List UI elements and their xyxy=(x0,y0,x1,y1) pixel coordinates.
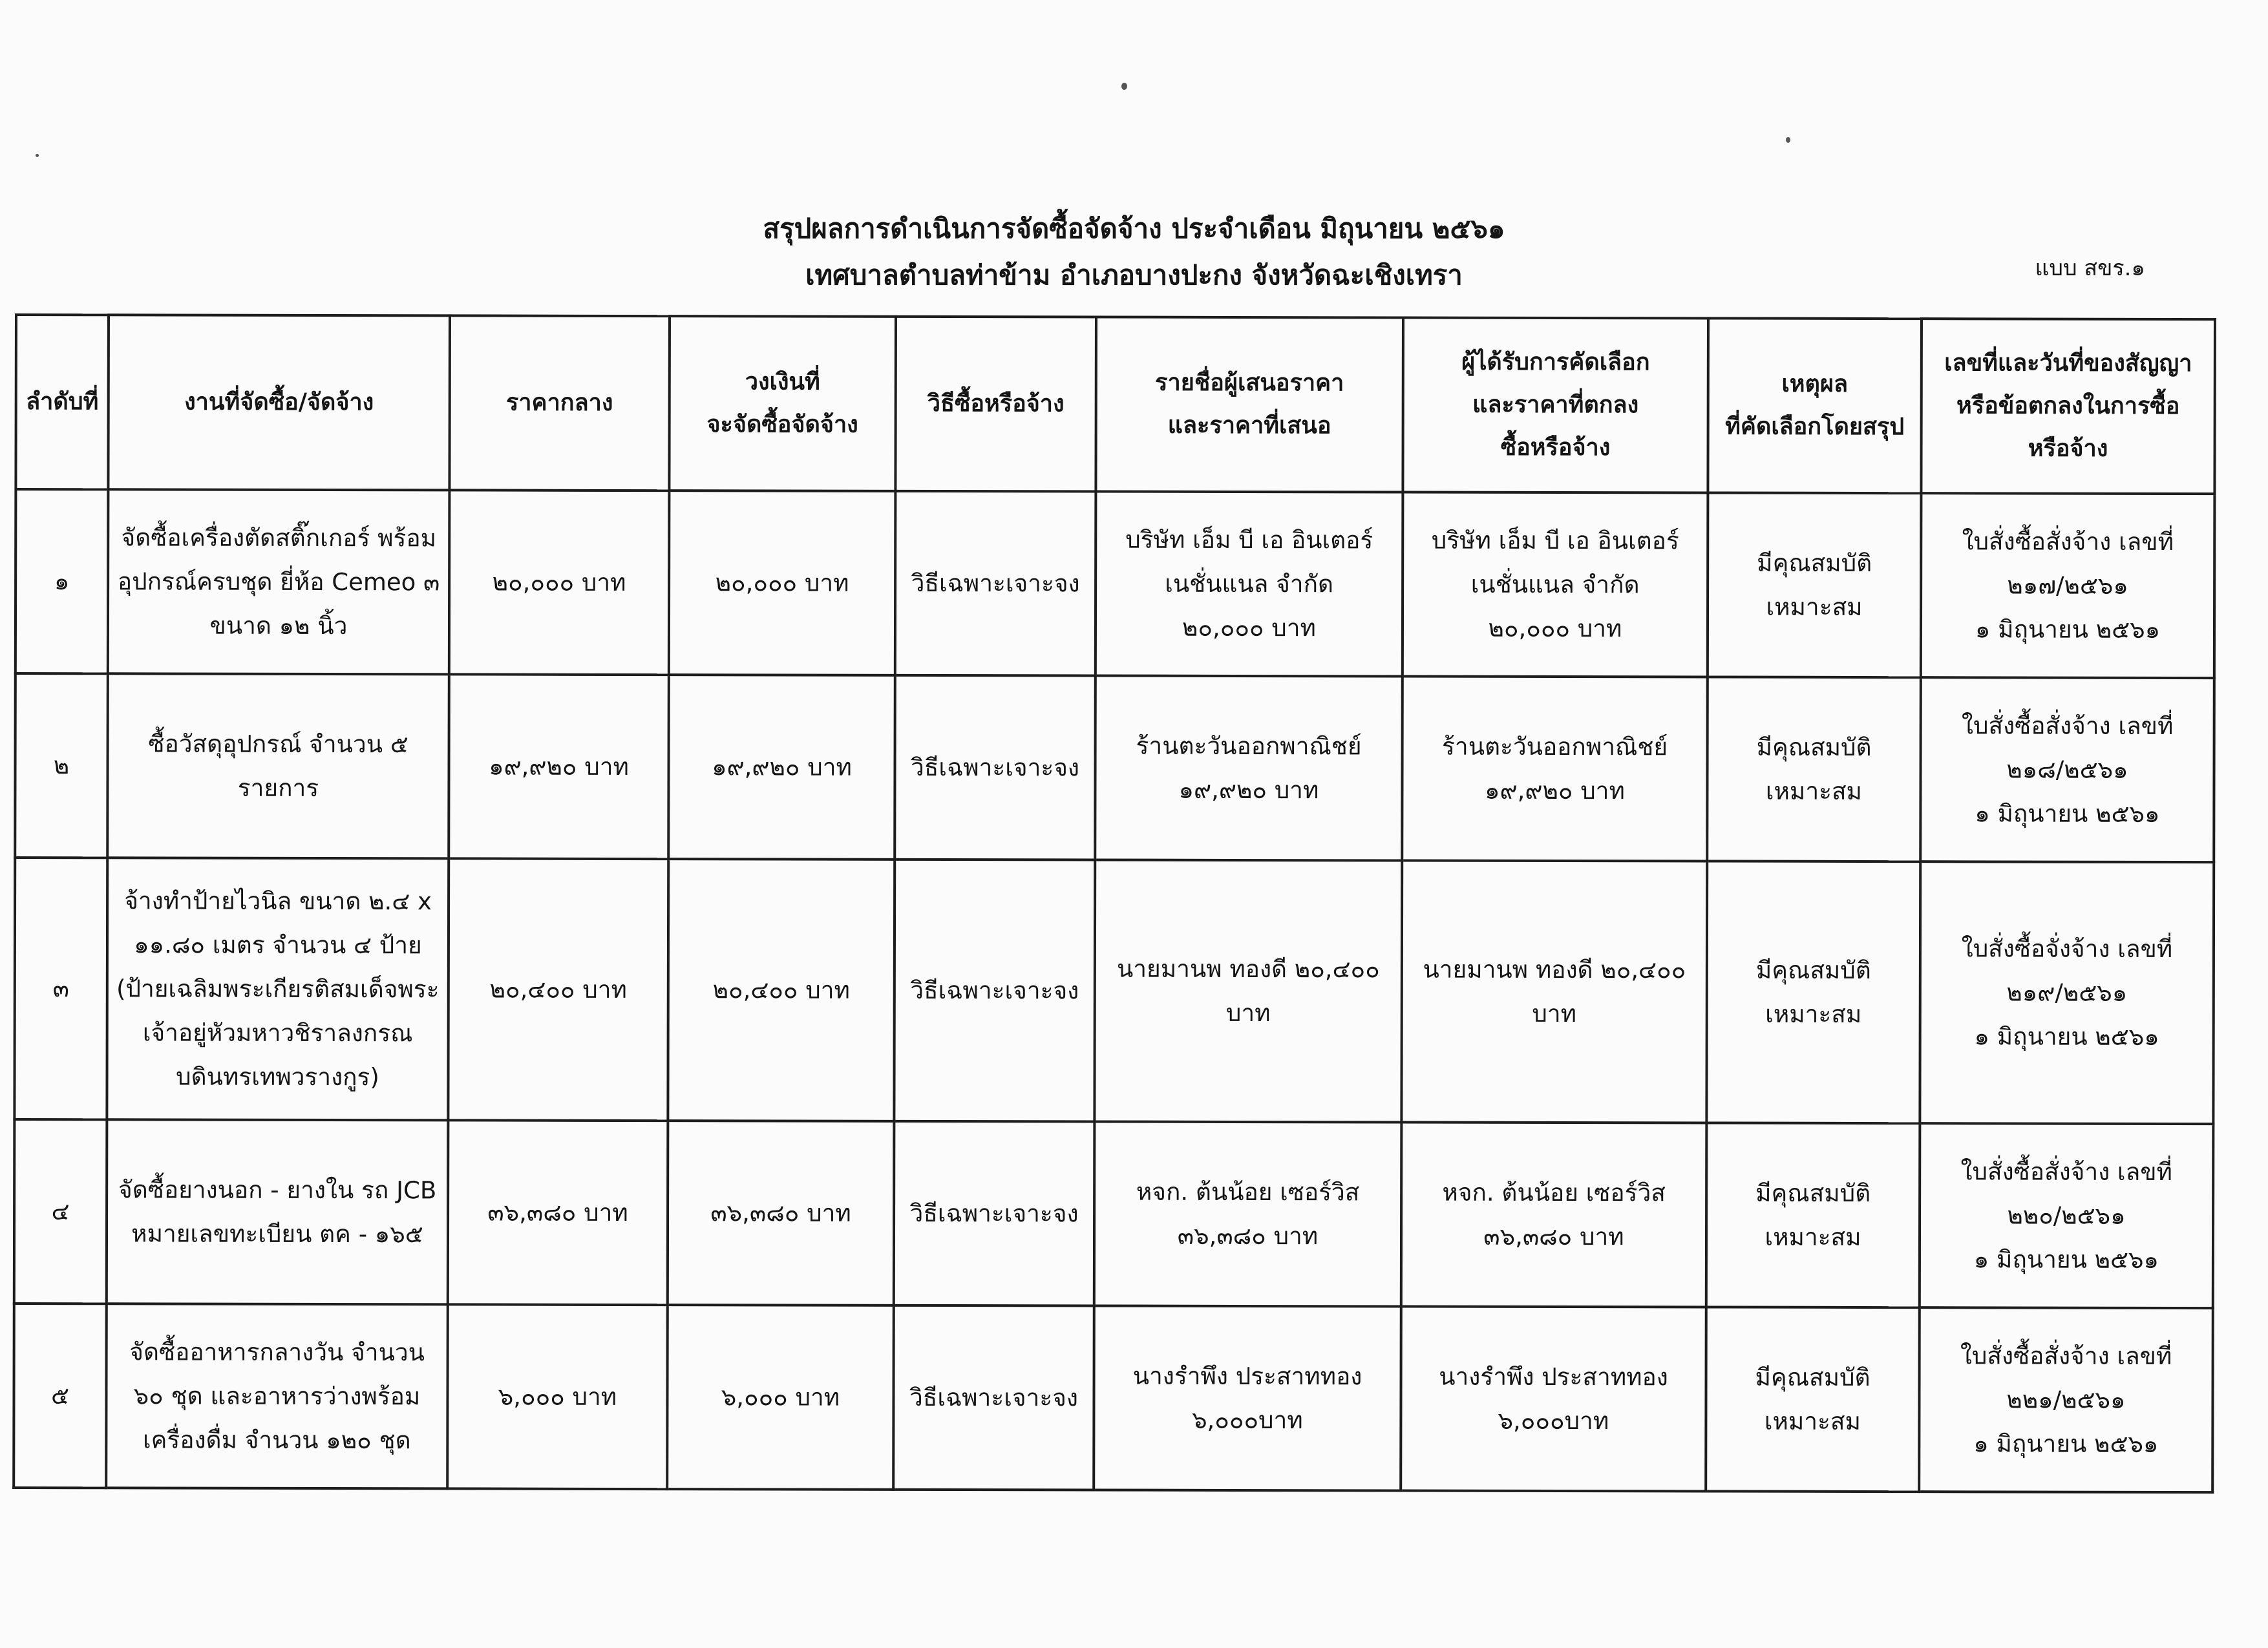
cell-item: จัดซื้อเครื่องตัดสติ๊กเกอร์ พร้อม อุปกรณ์ครบชุด ยี่ห้อ Cemeo ๓ ขนาด ๑๒ นิ้ว xyxy=(108,489,450,674)
cell-no: ๑ xyxy=(16,489,109,673)
header-item: งานที่จัดซื้อ/จัดจ้าง xyxy=(108,315,450,490)
cell-budget: ๖,๐๐๐ บาท xyxy=(667,1305,894,1490)
header-no: ลำดับที่ xyxy=(16,315,109,489)
cell-budget: ๑๙,๙๒๐ บาท xyxy=(668,675,895,860)
cell-selected: ร้านตะวันออกพาณิชย์ ๑๙,๙๒๐ บาท xyxy=(1402,676,1708,861)
header-bidders: รายชื่อผู้เสนอราคา และราคาที่เสนอ xyxy=(1096,317,1403,492)
cell-reason: มีคุณสมบัติ เหมาะสม xyxy=(1707,677,1921,861)
document-title xyxy=(0,206,2268,299)
cell-selected: หจก. ต้นน้อย เซอร์วิส ๓๖,๓๘๐ บาท xyxy=(1401,1122,1707,1307)
cell-item: จัดซื้ออาหารกลางวัน จำนวน ๖๐ ชุด และอาหารว่างพร้อม เครื่องดื่ม จำนวน ๑๒๐ ชุด xyxy=(106,1304,448,1488)
cell-bidders: นางรำพึง ประสาททอง ๖,๐๐๐บาท xyxy=(1094,1306,1401,1491)
cell-contract: ใบสั่งซื้อสั่งจ้าง เลขที่ ๒๒๐/๒๕๖๑ ๑ มิถุนายน ๒๕๖๑ xyxy=(1920,1123,2214,1308)
cell-no: ๔ xyxy=(14,1119,107,1304)
cell-reason: มีคุณสมบัติ เหมาะสม xyxy=(1706,1123,1920,1307)
scan-speck xyxy=(36,154,39,157)
cell-method: วิธีเฉพาะเจาะจง xyxy=(895,491,1096,676)
cell-method: วิธีเฉพาะเจาะจง xyxy=(894,860,1095,1122)
cell-contract: ใบสั่งซื้อสั่งจ้าง เลขที่ ๒๒๑/๒๕๖๑ ๑ มิถุนายน ๒๕๖๑ xyxy=(1919,1307,2213,1492)
cell-budget: ๓๖,๓๘๐ บาท xyxy=(668,1121,895,1305)
form-code: แบบ สขร.๑ xyxy=(2035,255,2145,281)
cell-bidders: หจก. ต้นน้อย เซอร์วิส ๓๖,๓๘๐ บาท xyxy=(1094,1122,1402,1307)
title-line-2: เทศบาลตำบลท่าข้าม อำเภอบางปะกง จังหวัดฉะเชิงเทรา xyxy=(805,259,1463,291)
cell-contract: ใบสั่งซื้อสั่งจ้าง เลขที่ ๒๑๘/๒๕๖๑ ๑ มิถุนายน ๒๕๖๑ xyxy=(1920,677,2214,862)
table-row xyxy=(14,1119,2214,1308)
cell-median-price: ๓๖,๓๘๐ บาท xyxy=(448,1120,668,1305)
cell-median-price: ๒๐,๐๐๐ บาท xyxy=(449,490,670,675)
cell-method: วิธีเฉพาะเจาะจง xyxy=(893,1305,1094,1490)
cell-median-price: ๖,๐๐๐ บาท xyxy=(447,1304,668,1489)
scan-speck xyxy=(1786,137,1790,143)
table-row xyxy=(16,489,2215,678)
cell-selected: บริษัท เอ็ม บี เอ อินเตอร์ เนชั่นแนล จำกัด ๒๐,๐๐๐ บาท xyxy=(1403,492,1708,677)
header-reason: เหตุผล ที่คัดเลือกโดยสรุป xyxy=(1708,318,1922,493)
cell-no: ๒ xyxy=(15,673,108,858)
cell-item: จัดซื้อยางนอก - ยางใน รถ JCB หมายเลขทะเบียน ตค - ๑๖๕ xyxy=(107,1119,449,1304)
cell-method: วิธีเฉพาะเจาะจง xyxy=(895,675,1096,860)
table-row xyxy=(14,858,2214,1124)
cell-budget: ๒๐,๐๐๐ บาท xyxy=(669,491,896,675)
cell-method: วิธีเฉพาะเจาะจง xyxy=(894,1121,1095,1306)
title-line-1: สรุปผลการดำเนินการจัดซื้อจัดจ้าง ประจำเดือน มิถุนายน ๒๕๖๑ xyxy=(763,213,1505,244)
cell-median-price: ๒๐,๔๐๐ บาท xyxy=(448,858,668,1121)
cell-item: ซื้อวัสดุอุปกรณ์ จำนวน ๕ รายการ xyxy=(107,673,449,858)
cell-no: ๕ xyxy=(14,1304,107,1488)
header-median-price: ราคากลาง xyxy=(449,315,670,491)
cell-reason: มีคุณสมบัติ เหมาะสม xyxy=(1708,492,1922,677)
cell-contract: ใบสั่งซื้อสั่งจ้าง เลขที่ ๒๑๗/๒๕๖๑ ๑ มิถุนายน ๒๕๖๑ xyxy=(1921,493,2215,678)
header-row xyxy=(16,315,2215,494)
cell-selected: นางรำพึง ประสาททอง ๖,๐๐๐บาท xyxy=(1401,1306,1706,1491)
cell-item: จ้างทำป้ายไวนิล ขนาด ๒.๔ x ๑๑.๘๐ เมตร จำนวน ๔ ป้าย (ป้ายเฉลิมพระเกียรติสมเด็จพระ เจ้าอยู่หัวมหาวชิราลงกรณ บดินทรเทพวรางกูร) xyxy=(107,858,449,1120)
header-contract: เลขที่และวันที่ของสัญญา หรือข้อตกลงในการซื้อ หรือจ้าง xyxy=(1921,319,2215,494)
table-row xyxy=(14,1304,2213,1492)
cell-bidders: ร้านตะวันออกพาณิชย์ ๑๙,๙๒๐ บาท xyxy=(1095,676,1403,861)
cell-bidders: นายมานพ ทองดี ๒๐,๔๐๐ บาท xyxy=(1094,860,1402,1123)
cell-contract: ใบสั่งซื้อจั่งจ้าง เลขที่ ๒๑๙/๒๕๖๑ ๑ มิถุนายน ๒๕๖๑ xyxy=(1920,861,2214,1124)
procurement-table xyxy=(12,313,2216,1494)
cell-selected: นายมานพ ทองดี ๒๐,๔๐๐ บาท xyxy=(1401,860,1707,1123)
header-selected: ผู้ได้รับการคัดเลือก และราคาที่ตกลง ซื้อหรือจ้าง xyxy=(1403,317,1708,492)
table-row xyxy=(15,673,2214,862)
cell-reason: มีคุณสมบัติ เหมาะสม xyxy=(1706,861,1920,1123)
header-budget: วงเงินที่ จะจัดซื้อจัดจ้าง xyxy=(669,316,896,491)
cell-budget: ๒๐,๔๐๐ บาท xyxy=(668,859,895,1121)
scan-speck xyxy=(1121,83,1127,90)
cell-reason: มีคุณสมบัติ เหมาะสม xyxy=(1706,1307,1920,1492)
cell-bidders: บริษัท เอ็ม บี เอ อินเตอร์ เนชั่นแนล จำกัด ๒๐,๐๐๐ บาท xyxy=(1096,492,1403,677)
header-method: วิธีซื้อหรือจ้าง xyxy=(895,317,1096,492)
cell-no: ๓ xyxy=(14,858,107,1119)
cell-median-price: ๑๙,๙๒๐ บาท xyxy=(449,674,669,859)
